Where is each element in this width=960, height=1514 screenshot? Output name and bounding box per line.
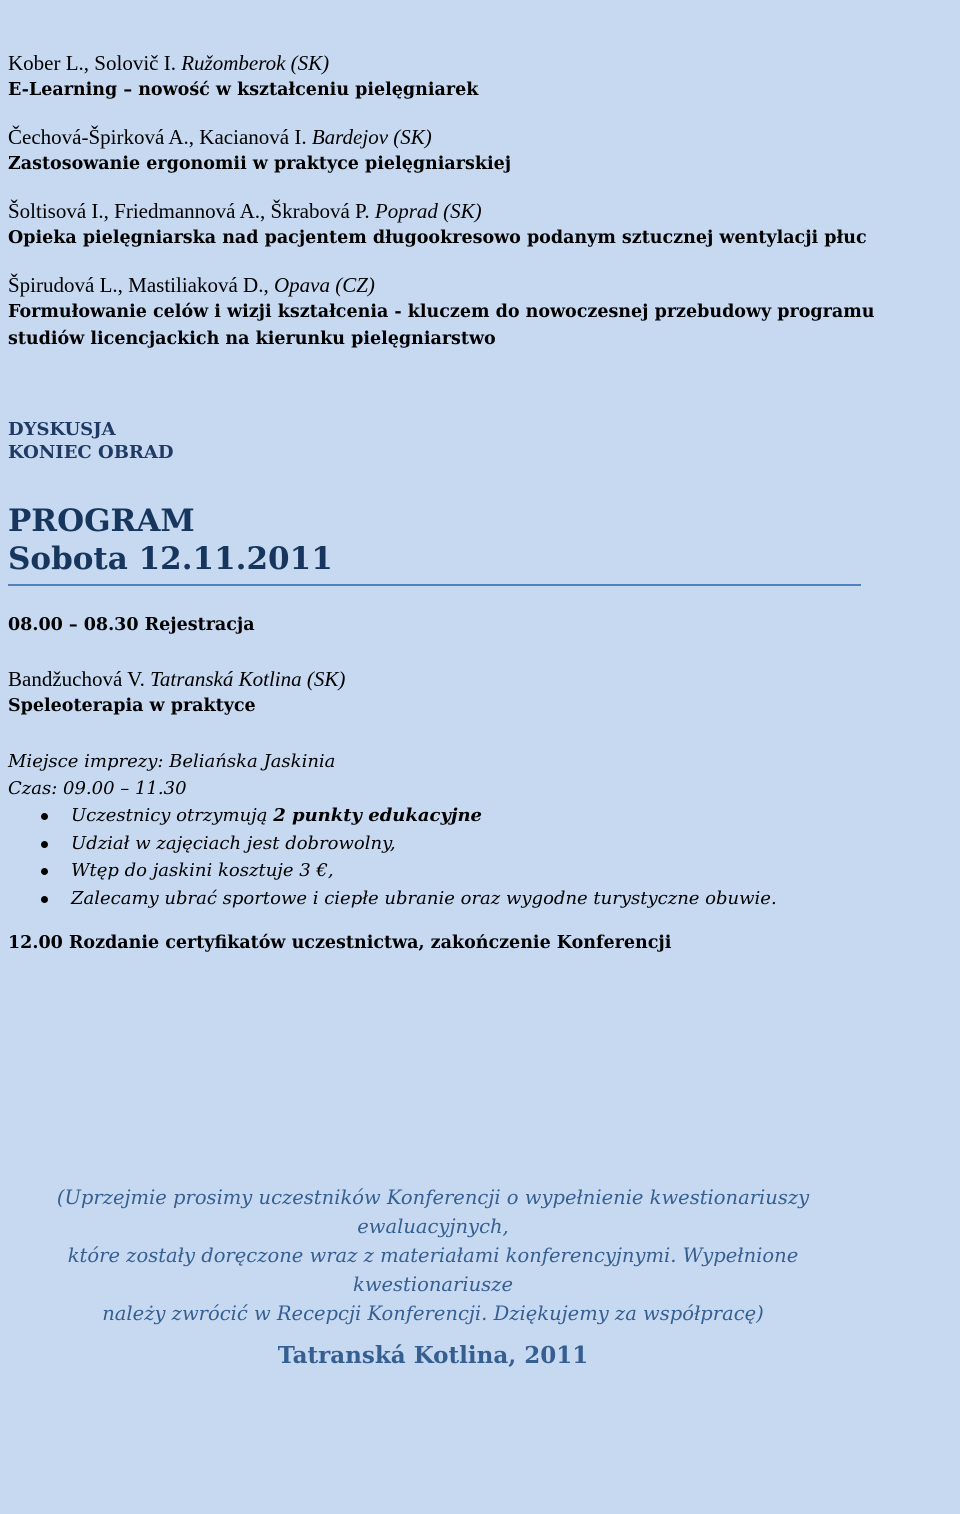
entry-title-line-1: Formułowanie celów i wizji kształcenia - kluczem do nowoczesnej przebudowy programu — [8, 302, 875, 322]
speleo-entry — [8, 666, 908, 720]
entry-authors: Bandžuchová V. Tatranská Kotlina (SK) — [8, 667, 346, 691]
discussion-label: DYSKUSJA — [8, 419, 116, 440]
entry-authors: Kober L., Solovič I. Ružomberok (SK) — [8, 51, 330, 75]
entry-2 — [8, 124, 908, 178]
program-date: Sobota 12.11.2011 — [8, 541, 333, 577]
entry-authors: Špirudová L., Mastiliaková D., Opava (CZ) — [8, 273, 375, 297]
bullet-icon — [41, 896, 48, 903]
entry-title: Speleoterapia w praktyce — [8, 696, 256, 716]
list-item: Uczestnicy otrzymują 2 punkty edukacyjne — [8, 802, 908, 830]
speleo-details — [8, 748, 908, 912]
session-end — [8, 418, 908, 464]
entry-4 — [8, 272, 908, 353]
footer-place-year: Tatranská Kotlina, 2011 — [277, 1342, 589, 1369]
list-item: Udział w zajęciach jest dobrowolny, — [8, 830, 908, 858]
bullet-icon — [41, 841, 48, 848]
note-line-1: (Uprzejmie prosimy uczestników Konferencji o wypełnienie kwestionariuszy ewaluacyjnych, — [56, 1186, 810, 1238]
entry-title: E-Learning – nowość w kształceniu pielęgniarek — [8, 80, 479, 100]
entry-1 — [8, 50, 908, 104]
evaluation-note — [8, 1183, 858, 1328]
list-item: Zalecamy ubrać sportowe i ciepłe ubranie oraz wygodne turystyczne obuwie. — [8, 885, 908, 913]
entry-authors: Čechová-Špirková A., Kacianová I. Bardejov (SK) — [8, 125, 432, 149]
closing-block — [8, 930, 908, 957]
bullet-icon — [41, 868, 48, 875]
end-label: KONIEC OBRAD — [8, 442, 174, 463]
registration-block — [8, 612, 908, 639]
program-heading-block — [8, 502, 908, 578]
program-heading: PROGRAM — [8, 503, 195, 539]
heading-rule — [8, 584, 861, 586]
time: Czas: 09.00 – 11.30 — [8, 778, 187, 799]
registration: 08.00 – 08.30 Rejestracja — [8, 615, 255, 635]
closing: 12.00 Rozdanie certyfikatów uczestnictwa, zakończenie Konferencji — [8, 933, 672, 953]
entry-authors: Šoltisová I., Friedmannová A., Škrabová P. Poprad (SK) — [8, 199, 482, 223]
entry-title: Zastosowanie ergonomii w praktyce pielęgniarskiej — [8, 154, 512, 174]
entry-title-line-2: studiów licencjackich na kierunku pielęgniarstwo — [8, 329, 496, 349]
entry-title: Opieka pielęgniarska nad pacjentem długookresowo podanym sztucznej wentylacji płuc — [8, 228, 867, 248]
info-list — [8, 802, 908, 912]
note-line-2: które zostały doręczone wraz z materiałami konferencyjnymi. Wypełnione kwestionariusze — [67, 1244, 799, 1296]
venue: Miejsce imprezy: Beliańska Jaskinia — [8, 751, 336, 772]
note-line-3: należy zwrócić w Recepcji Konferencji. Dziękujemy za współpracę) — [102, 1302, 764, 1325]
entry-3 — [8, 198, 908, 252]
bullet-icon — [41, 813, 48, 820]
list-item: Wtęp do jaskini kosztuje 3 €, — [8, 857, 908, 885]
